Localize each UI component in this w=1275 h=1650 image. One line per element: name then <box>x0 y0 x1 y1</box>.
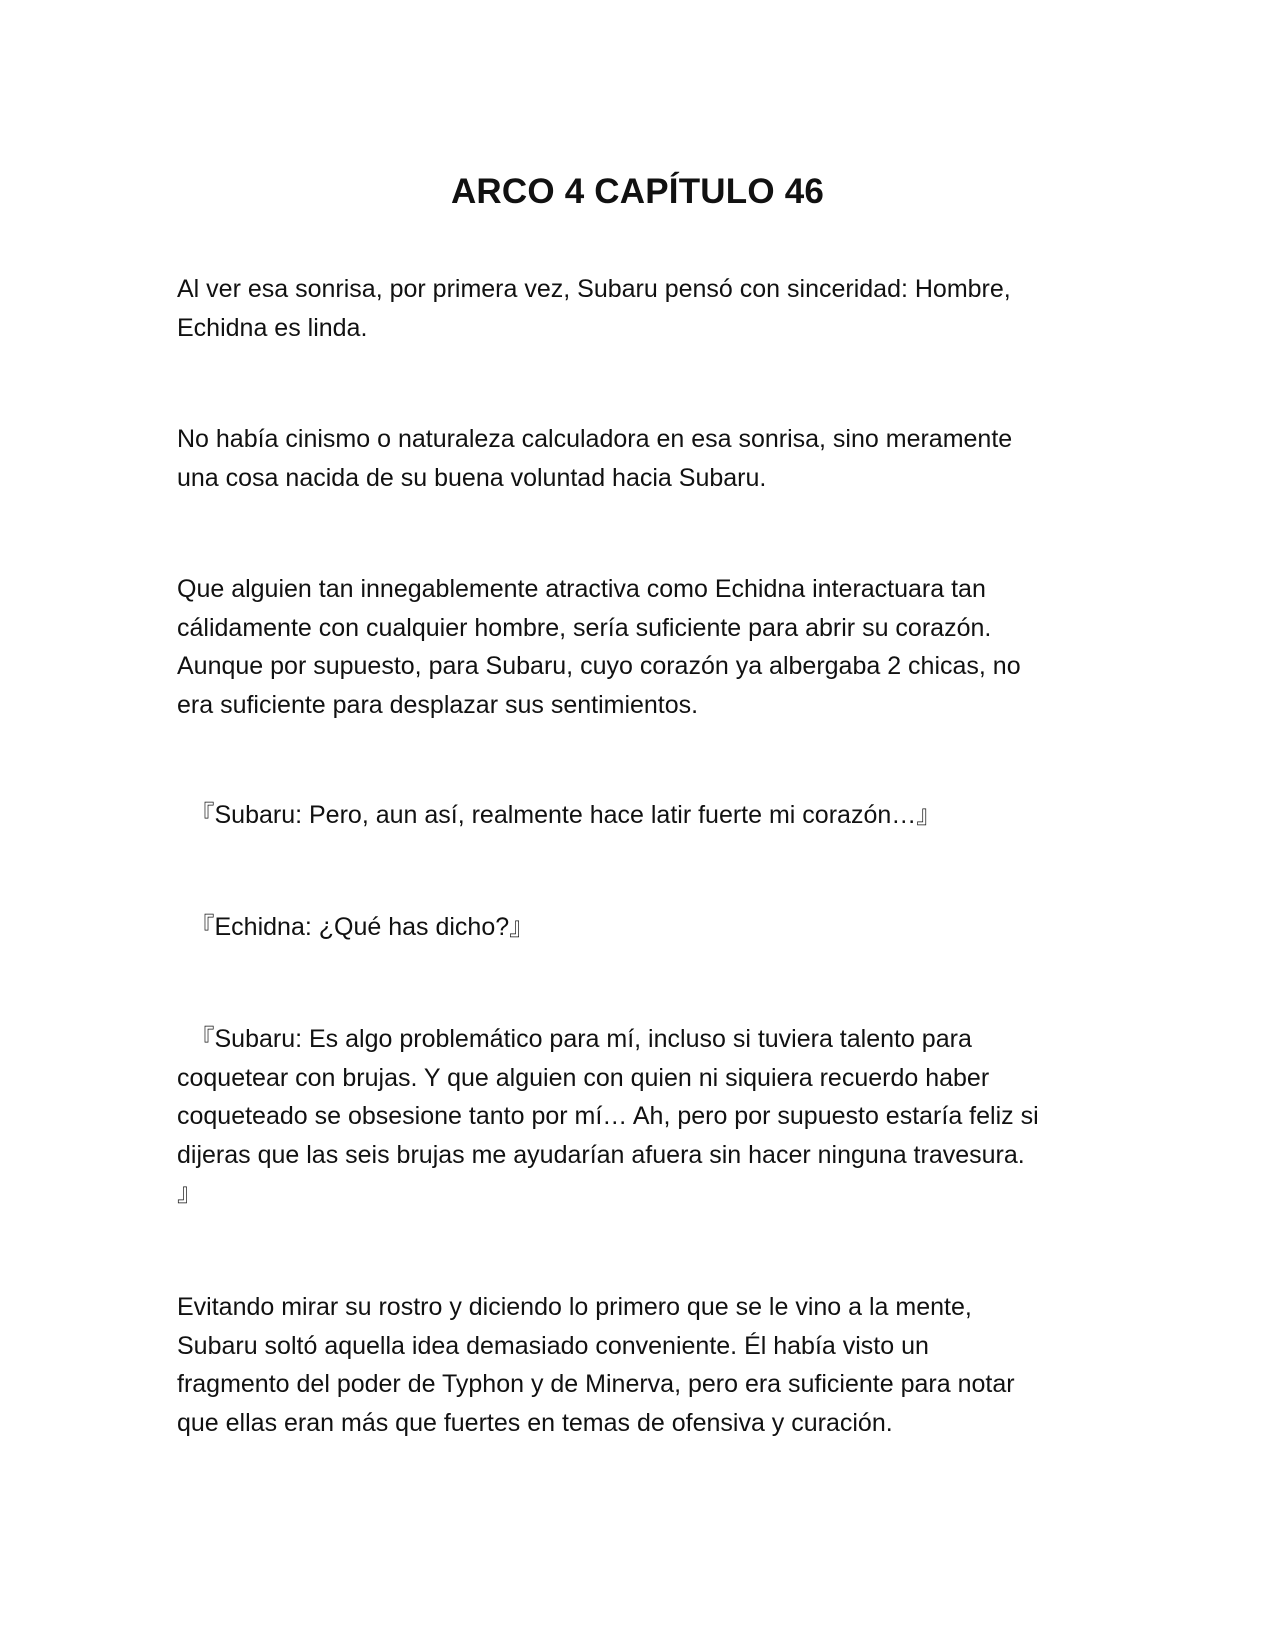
chapter-title: ARCO 4 CAPÍTULO 46 <box>450 172 825 212</box>
dialogue-subaru-1: 『Subaru: Pero, aun así, realmente hace latir fuerte mi corazón…』 <box>177 801 942 829</box>
paragraph-2: No había cinismo o naturaleza calculadora en esa sonrisa, sino meramente una cosa nacida de su buena voluntad hacia Subaru. <box>177 425 1013 492</box>
dialogue-echidna-1: 『Echidna: ¿Qué has dicho?』 <box>177 913 535 941</box>
paragraph-1: Al ver esa sonrisa, por primera vez, Subaru pensó con sinceridad: Hombre, Echidna es linda. <box>177 275 1011 342</box>
paragraph-3: Que alguien tan innegablemente atractiva como Echidna interactuara tan cálidamente con cualquier hombre, sería suficiente para abrir su corazón. Aunque por supuesto, para Subaru, cuyo corazón ya albergaba 2 chicas, no era suficiente para desplazar sus sentimientos. <box>177 575 1021 719</box>
paragraph-4: Evitando mirar su rostro y diciendo lo primero que se le vino a la mente, Subaru soltó aquella idea demasiado conveniente. Él había visto un fragmento del poder de Typhon y de Minerva, pero era suficiente para notar que ellas eran más que fuertes en temas de ofensiva y curación. <box>177 1293 1015 1437</box>
dialogue-subaru-2: 『Subaru: Es algo problemático para mí, incluso si tuviera talento para coquetear con brujas. Y que alguien con quien ni siquiera recuerdo haber coqueteado se obsesione tanto por mí… Ah, pero por supuesto estaría feliz si dijeras que las seis brujas me ayudarían afuera sin hacer ninguna travesura. 』 <box>177 1025 1039 1207</box>
